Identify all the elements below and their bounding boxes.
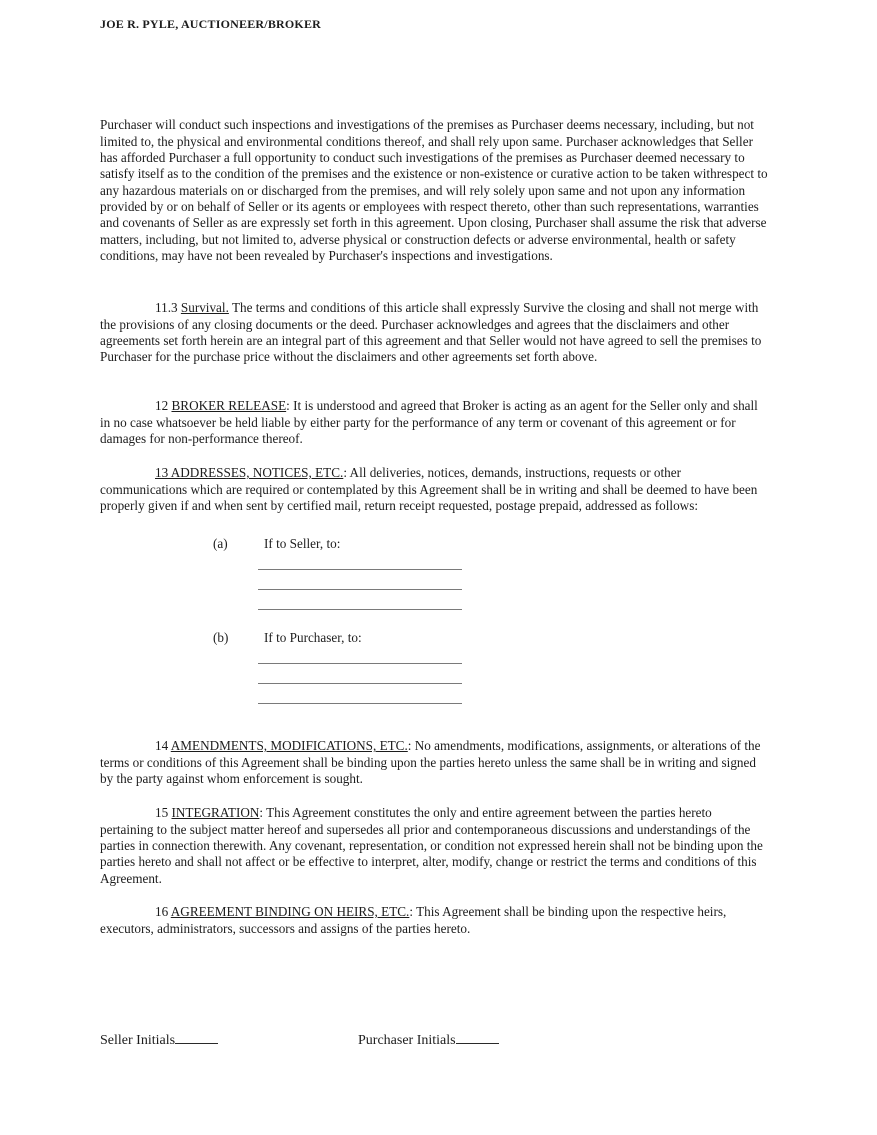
paragraph-inspections [100, 117, 768, 264]
seller-initials [100, 1029, 218, 1049]
section-number: 15 [155, 805, 172, 821]
section-11-3-survival [100, 300, 768, 365]
section-separator: : [343, 465, 350, 481]
section-separator: : [286, 398, 294, 414]
blank-line [258, 590, 462, 610]
section-separator: : [259, 805, 267, 821]
address-item-b-text: If to Purchaser, to: [264, 630, 362, 645]
address-lines-seller [258, 550, 462, 610]
seller-initials-blank [175, 1029, 218, 1044]
section-number: 14 [155, 738, 171, 754]
address-lines-purchaser [258, 644, 462, 704]
section-body: This Agreement shall be binding upon the respective heirs, executors, administrators, successors and assigns of the parties hereto. [100, 904, 727, 936]
section-separator: : [409, 904, 417, 920]
section-heading: AGREEMENT BINDING ON HEIRS, ETC. [170, 904, 410, 920]
section-heading: AMENDMENTS, MODIFICATIONS, ETC. [170, 738, 408, 754]
section-heading: BROKER RELEASE [171, 398, 287, 414]
purchaser-initials-blank [456, 1029, 499, 1044]
blank-line [258, 570, 462, 590]
seller-initials-label: Seller Initials [100, 1033, 176, 1048]
address-item-a-text: If to Seller, to: [264, 536, 341, 551]
purchaser-initials-label: Purchaser Initials [358, 1033, 456, 1048]
section-body: It is understood and agreed that Broker is acting as an agent for the Seller only and shall in no case whatsoever be held liable by either party for the performance of any term or covenant of this agreement or for damages for non-performance thereof. [100, 398, 758, 446]
section-12-broker-release [100, 398, 768, 447]
section-heading: INTEGRATION [171, 805, 260, 821]
section-13-addresses-notices [100, 465, 768, 514]
blank-line [258, 644, 462, 664]
section-number: 16 [155, 904, 171, 920]
address-item-b-label: (b) [213, 630, 229, 645]
section-16-binding-heirs [100, 904, 768, 937]
section-body: All deliveries, notices, demands, instructions, requests or other communications which are required or contemplated by this Agreement shall be in writing and shall be deemed to have been properly given if and when sent by certified mail, return receipt requested, postage prepaid, addressed as follows: [100, 465, 758, 513]
address-item-a-label: (a) [213, 536, 228, 551]
blank-line [258, 664, 462, 684]
document-header: JOE R. PYLE, AUCTIONEER/BROKER [100, 17, 322, 31]
section-separator: : [407, 738, 415, 754]
section-heading: 13 ADDRESSES, NOTICES, ETC. [155, 465, 344, 481]
section-14-amendments [100, 738, 768, 787]
section-body: The terms and conditions of this article shall expressly Survive the closing and shall not merge with the provisions of any closing documents or the deed. Purchaser acknowledges and agrees that the disclaimers and other agreements set forth herein are an integral part of this agreement and that Seller would not have agreed to sell the premises to Purchaser for the purchase price without the disclaimers and other agreements set forth above. [100, 300, 762, 365]
section-number: 12 [155, 398, 172, 414]
section-body: This Agreement constitutes the only and entire agreement between the parties hereto pertaining to the subject matter hereof and supersedes all prior and contemporaneous discussions and understandings of the parties in connection therewith. Any covenant, representation, or condition not expressed herein shall not be binding upon the parties hereto and shall not affect or be effective to interpret, alter, modify, change or restrict the terms and conditions of this Agreement. [100, 805, 763, 886]
section-heading: Survival. [180, 300, 229, 316]
blank-line [258, 684, 462, 704]
purchaser-initials [358, 1029, 499, 1049]
blank-line [258, 550, 462, 570]
section-15-integration [100, 805, 768, 887]
initials-footer [100, 1029, 768, 1051]
section-body: Purchaser will conduct such inspections and investigations of the premises as Purchaser deems necessary, including, but not limited to, the physical and environmental conditions thereof, and shall rely upon same. Purchaser acknowledges that Seller has afforded Purchaser a full opportunity to conduct such investigations of the premises as Purchaser deemed necessary to satisfy itself as to the condition of the premises and the existence or non-existence or curative action to be taken withrespect to any hazardous materials on or discharged from the premises, and will rely solely upon same and not upon any information provided by or on behalf of Seller or its agents or employees with respect thereto, other than such representations, warranties and covenants of Seller as are expressly set forth in this agreement. Upon closing, Purchaser shall assume the risk that adverse matters, including, but not limited to, adverse physical or construction defects or adverse environmental, health or safety conditions, may have not been revealed by Purchaser's inspections and investigations. [100, 117, 768, 263]
section-body: No amendments, modifications, assignments, or alterations of the terms or conditions of this Agreement shall be binding upon the parties hereto unless the same shall be in writing and signed by the party against whom enforcement is sought. [100, 738, 761, 786]
section-number: 11.3 [155, 300, 181, 316]
